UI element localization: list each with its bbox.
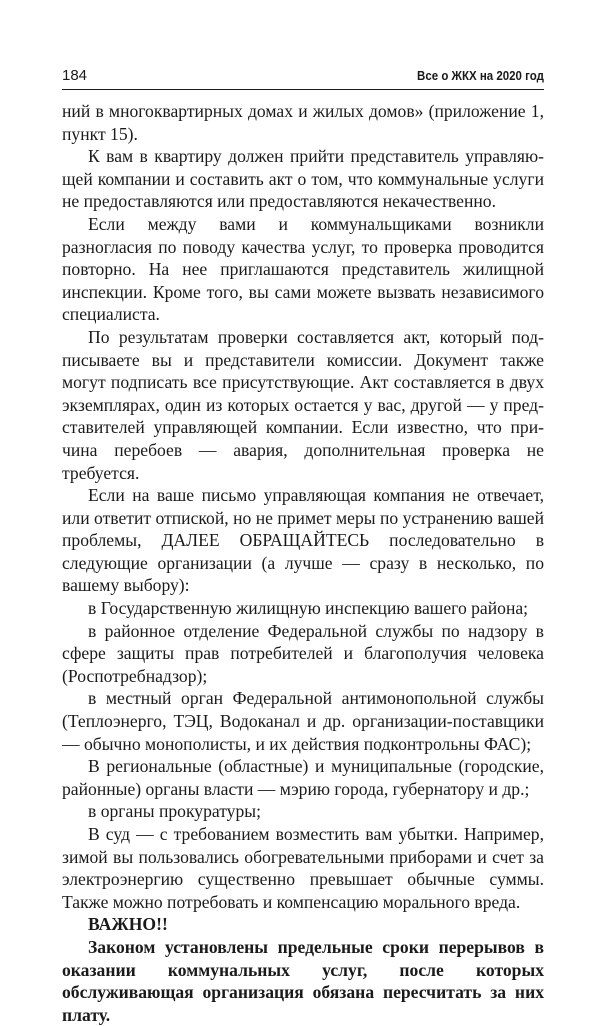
paragraph-continuation: ний в многоквартирных домах и жилых домов» (приложение 1, пункт 15). [62,101,544,144]
important-text: Законом установлены предельные сроки перерывов в оказании коммунальных услуг, после которых обслуживающая организация обязана пересчитать за них плату. [62,936,544,1025]
list-item: в районное отделение Федеральной службы по надзору в сфере защиты прав потребителей и благополучия человека (Роспотребнадзор); [62,620,544,686]
page-header [62,66,544,90]
list-item: в местный орган Федеральной антимонопольной службы (Теплоэнерго, ТЭЦ, Водоканал и др. организации-поставщики — обычно монополисты, и их действия подконтрольны ФАС); [62,688,544,754]
list-item: В региональные (областные) и муниципальные (городские, районные) органы власти — мэрию города, губернатору и др.; [62,756,544,799]
paragraph: По результатам проверки составляется акт, который подписываете вы и представители комиссии. Документ также могут подписать все присутствующие. Акт составляется в двух экземплярах, один из которых остается у вас, другой — у представителей управляющей компании. Если известно, что причина перебоев — авария, дополнительная проверка не требуется. [62,326,544,483]
list-item: в Государственную жилищную инспекцию вашего района; [88,598,529,619]
body-text [62,100,544,1026]
running-title: Все о ЖКХ на 2020 год [417,69,544,83]
page-number: 184 [62,67,88,84]
list-item: в органы прокуратуры; [88,801,261,822]
header-rule [62,89,544,90]
paragraph: Если между вами и коммунальщиками возникли разногласия по поводу качества услуг, то проверка проводится повторно. На нее приглашаются представитель жилищной инспекции. Кроме того, вы сами можете вызвать независимого специалиста. [62,213,544,325]
important-label: ВАЖНО!! [88,914,168,935]
paragraph: К вам в квартиру должен прийти представитель управляющей компании и составить акт о том, что коммунальные услуги не предоставляются или предоставляются некачественно. [62,146,544,212]
paragraph: Если на ваше письмо управляющая компания не отвечает, или ответит отпиской, но не примет меры по устранению вашей проблемы, ДАЛЕЕ ОБРАЩАЙТЕСЬ последовательно в следующие организации (а лучше — сразу в несколько, по вашему выбору): [62,485,544,596]
list-item: В суд — с требованием возместить вам убытки. Например, зимой вы пользовались обогревательными приборами и счет за электроэнергию существенно превышает обычные суммы. Также можно потребовать и компенсацию морального вреда. [62,824,544,912]
